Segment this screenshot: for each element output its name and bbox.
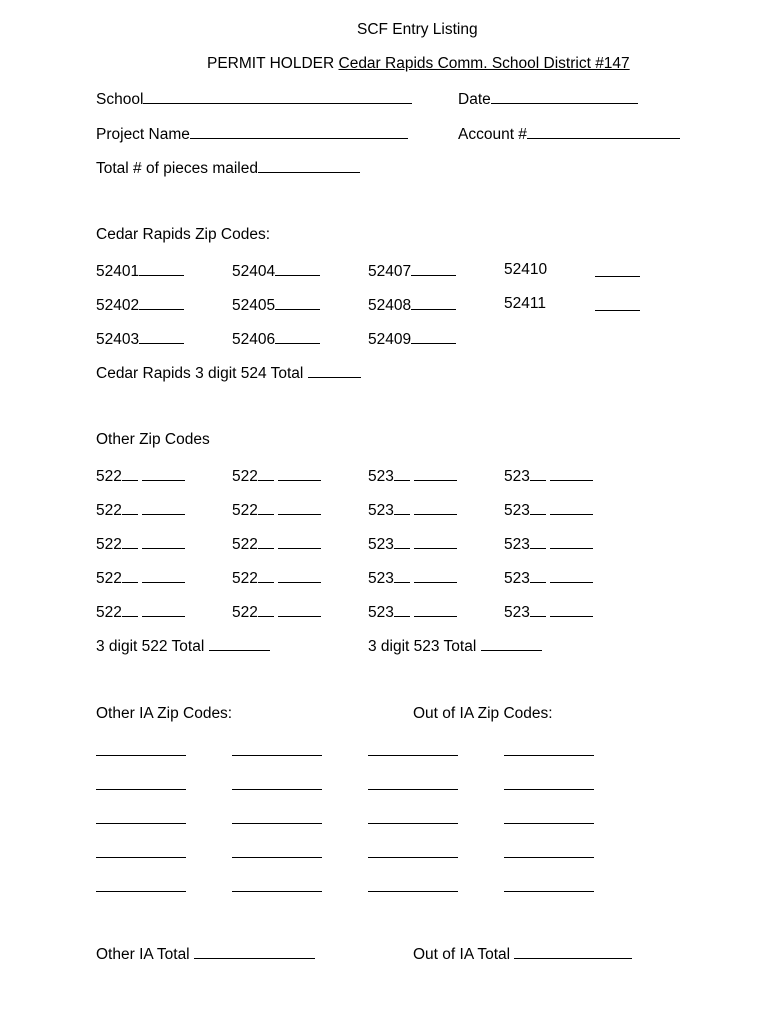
zip-prefix: 522 xyxy=(232,604,258,621)
cedar-rapids-total-label: Cedar Rapids 3 digit 524 Total xyxy=(96,365,304,382)
zip-prefix: 523 xyxy=(368,536,394,553)
zip-count-line[interactable] xyxy=(275,329,320,344)
out-of-ia-entry-line[interactable] xyxy=(504,891,594,892)
zip-label: 52401 xyxy=(96,263,140,280)
other-ia-entry-line[interactable] xyxy=(96,891,186,892)
other-zip-entry[interactable] xyxy=(232,568,321,588)
zip-row-entry[interactable] xyxy=(368,329,456,349)
project-name-label: Project Name xyxy=(96,126,190,143)
zip-suffix-line[interactable] xyxy=(394,500,410,515)
other-zip-entry[interactable] xyxy=(232,602,321,622)
zip-row-entry[interactable] xyxy=(232,261,320,281)
out-of-ia-entry-line[interactable] xyxy=(504,823,594,824)
school-label: School xyxy=(96,91,144,108)
zip-prefix: 523 xyxy=(504,604,530,621)
other-zip-entry[interactable] xyxy=(96,466,185,486)
zip-suffix-line[interactable] xyxy=(394,568,410,583)
other-ia-total[interactable] xyxy=(96,944,315,964)
zip-count-line[interactable] xyxy=(139,261,184,276)
total-522[interactable] xyxy=(96,636,270,656)
total-522-line[interactable] xyxy=(209,636,270,651)
zip-count-line[interactable] xyxy=(411,329,456,344)
zip-suffix-line[interactable] xyxy=(258,500,274,515)
zip-count-line[interactable] xyxy=(142,500,185,515)
other-zip-entry[interactable] xyxy=(232,466,321,486)
other-zip-entry[interactable] xyxy=(368,602,457,622)
zip-prefix: 523 xyxy=(504,468,530,485)
zip-prefix: 523 xyxy=(368,604,394,621)
zip-prefix: 523 xyxy=(504,502,530,519)
account-field[interactable] xyxy=(458,124,680,144)
total-pieces-field[interactable] xyxy=(96,158,360,178)
other-zip-entry[interactable] xyxy=(232,500,321,520)
zip-prefix: 522 xyxy=(232,502,258,519)
other-ia-entry-line[interactable] xyxy=(232,891,322,892)
out-of-ia-total-label: Out of IA Total xyxy=(413,946,511,963)
project-name-field[interactable] xyxy=(96,124,408,144)
page-title: SCF Entry Listing xyxy=(357,21,478,38)
zip-label: 52404 xyxy=(232,263,276,280)
other-ia-entry-line[interactable] xyxy=(96,755,186,756)
out-of-ia-entry-line[interactable] xyxy=(368,755,458,756)
zip-row-entry[interactable] xyxy=(368,295,456,315)
zip-row-entry[interactable] xyxy=(368,261,456,281)
zip-suffix-line[interactable] xyxy=(394,534,410,549)
date-field[interactable] xyxy=(458,89,638,109)
other-ia-entry-line[interactable] xyxy=(232,857,322,858)
zip-label: 52411 xyxy=(504,295,546,312)
out-of-ia-heading: Out of IA Zip Codes: xyxy=(413,705,553,722)
zip-count-line[interactable] xyxy=(550,466,593,481)
account-label: Account # xyxy=(458,126,527,143)
zip-row-entry[interactable] xyxy=(96,261,184,281)
zip-count-line[interactable] xyxy=(414,534,457,549)
total-522-label: 3 digit 522 Total xyxy=(96,638,205,655)
zip-count-line[interactable] xyxy=(278,602,321,617)
zip-count-line[interactable] xyxy=(142,602,185,617)
zip-suffix-line[interactable] xyxy=(122,466,138,481)
other-ia-entry-line[interactable] xyxy=(96,789,186,790)
zip-suffix-line[interactable] xyxy=(122,500,138,515)
other-ia-entry-line[interactable] xyxy=(232,823,322,824)
zip-suffix-line[interactable] xyxy=(122,534,138,549)
other-zip-entry[interactable] xyxy=(96,602,185,622)
zip-count-line[interactable] xyxy=(278,568,321,583)
project-name-line[interactable] xyxy=(190,124,408,139)
out-of-ia-entry-line[interactable] xyxy=(368,823,458,824)
zip-suffix-line[interactable] xyxy=(530,602,546,617)
other-ia-total-label: Other IA Total xyxy=(96,946,190,963)
zip-prefix: 523 xyxy=(504,536,530,553)
out-of-ia-entry-line[interactable] xyxy=(504,857,594,858)
zip-count-line[interactable] xyxy=(550,568,593,583)
total-pieces-label: Total # of pieces mailed xyxy=(96,160,258,177)
zip-row-entry[interactable] xyxy=(96,295,184,315)
out-of-ia-total-line[interactable] xyxy=(514,944,632,959)
zip-suffix-line[interactable] xyxy=(530,534,546,549)
zip-suffix-line[interactable] xyxy=(258,602,274,617)
total-pieces-line[interactable] xyxy=(258,158,360,173)
zip-suffix-line[interactable] xyxy=(258,534,274,549)
other-zip-entry[interactable] xyxy=(368,500,457,520)
zip-count-line[interactable] xyxy=(278,500,321,515)
zip-suffix-line[interactable] xyxy=(122,568,138,583)
other-zip-entry[interactable] xyxy=(504,500,593,520)
permit-holder-value: Cedar Rapids Comm. School District #147 xyxy=(338,55,630,72)
school-line[interactable] xyxy=(143,89,412,104)
zip-suffix-line[interactable] xyxy=(394,602,410,617)
cedar-rapids-total[interactable] xyxy=(96,363,361,383)
other-zip-entry[interactable] xyxy=(96,500,185,520)
zip-prefix: 522 xyxy=(96,502,122,519)
zip-prefix: 523 xyxy=(368,468,394,485)
other-zip-heading: Other Zip Codes xyxy=(96,431,210,448)
zip-prefix: 522 xyxy=(232,570,258,587)
zip-label: 52402 xyxy=(96,297,140,314)
cedar-rapids-heading: Cedar Rapids Zip Codes: xyxy=(96,226,271,243)
zip-prefix: 522 xyxy=(96,536,122,553)
other-ia-entry-line[interactable] xyxy=(96,823,186,824)
zip-prefix: 523 xyxy=(368,502,394,519)
other-zip-entry[interactable] xyxy=(504,568,593,588)
zip-count-line[interactable] xyxy=(278,534,321,549)
zip-prefix: 522 xyxy=(232,536,258,553)
other-zip-entry[interactable] xyxy=(96,568,185,588)
zip-suffix-line[interactable] xyxy=(394,466,410,481)
other-zip-entry[interactable] xyxy=(504,602,593,622)
other-zip-entry[interactable] xyxy=(232,534,321,554)
zip-label: 52406 xyxy=(232,331,276,348)
zip-prefix: 522 xyxy=(232,468,258,485)
out-of-ia-entry-line[interactable] xyxy=(504,755,594,756)
permit-holder xyxy=(207,55,630,73)
zip-suffix-line[interactable] xyxy=(258,568,274,583)
other-zip-entry[interactable] xyxy=(96,534,185,554)
zip-count-line[interactable] xyxy=(275,295,320,310)
zip-row-entry[interactable] xyxy=(96,329,184,349)
zip-count-line[interactable] xyxy=(550,534,593,549)
other-zip-entry[interactable] xyxy=(504,466,593,486)
other-ia-entry-line[interactable] xyxy=(96,857,186,858)
out-of-ia-total[interactable] xyxy=(413,944,632,964)
zip-count-line[interactable] xyxy=(139,329,184,344)
zip-suffix-line[interactable] xyxy=(122,602,138,617)
total-523-line[interactable] xyxy=(481,636,542,651)
zip-prefix: 522 xyxy=(96,468,122,485)
other-zip-entry[interactable] xyxy=(368,534,457,554)
zip-count-line[interactable] xyxy=(278,466,321,481)
zip-count-line[interactable] xyxy=(142,534,185,549)
zip-label: 52410 xyxy=(504,261,548,278)
zip-prefix: 523 xyxy=(368,570,394,587)
date-line[interactable] xyxy=(491,89,638,104)
zip-prefix: 522 xyxy=(96,570,122,587)
zip-suffix-line[interactable] xyxy=(530,500,546,515)
other-ia-entry-line[interactable] xyxy=(232,789,322,790)
zip-label: 52409 xyxy=(368,331,412,348)
permit-holder-label: PERMIT HOLDER xyxy=(207,55,335,72)
zip-count-line[interactable] xyxy=(550,602,593,617)
school-field[interactable] xyxy=(96,89,412,109)
zip-count-line[interactable] xyxy=(414,466,457,481)
zip-count-line[interactable] xyxy=(550,500,593,515)
zip-count-line[interactable] xyxy=(595,276,640,277)
out-of-ia-entry-line[interactable] xyxy=(368,857,458,858)
zip-count-line[interactable] xyxy=(275,261,320,276)
zip-suffix-line[interactable] xyxy=(530,466,546,481)
zip-label: 52405 xyxy=(232,297,276,314)
zip-count-line[interactable] xyxy=(414,568,457,583)
zip-suffix-line[interactable] xyxy=(258,466,274,481)
zip-label: 52403 xyxy=(96,331,140,348)
other-zip-entry[interactable] xyxy=(504,534,593,554)
other-zip-entry[interactable] xyxy=(368,568,457,588)
zip-count-line[interactable] xyxy=(139,295,184,310)
zip-count-line[interactable] xyxy=(414,500,457,515)
zip-prefix: 522 xyxy=(96,604,122,621)
zip-row-entry[interactable] xyxy=(232,295,320,315)
zip-row-entry[interactable] xyxy=(232,329,320,349)
zip-label: 52408 xyxy=(368,297,412,314)
zip-suffix-line[interactable] xyxy=(530,568,546,583)
zip-label: 52407 xyxy=(368,263,412,280)
zip-count-line[interactable] xyxy=(411,295,456,310)
out-of-ia-entry-line[interactable] xyxy=(504,789,594,790)
zip-count-line[interactable] xyxy=(414,602,457,617)
total-523-label: 3 digit 523 Total xyxy=(368,638,477,655)
zip-count-line[interactable] xyxy=(142,568,185,583)
account-line[interactable] xyxy=(527,124,680,139)
out-of-ia-entry-line[interactable] xyxy=(368,891,458,892)
zip-prefix: 523 xyxy=(504,570,530,587)
total-523[interactable] xyxy=(368,636,542,656)
other-ia-heading: Other IA Zip Codes: xyxy=(96,705,233,722)
other-ia-entry-line[interactable] xyxy=(232,755,322,756)
zip-count-line[interactable] xyxy=(595,310,640,311)
out-of-ia-entry-line[interactable] xyxy=(368,789,458,790)
zip-count-line[interactable] xyxy=(411,261,456,276)
cedar-rapids-total-line[interactable] xyxy=(308,363,361,378)
date-label: Date xyxy=(458,91,491,108)
zip-count-line[interactable] xyxy=(142,466,185,481)
other-ia-total-line[interactable] xyxy=(194,944,315,959)
other-zip-entry[interactable] xyxy=(368,466,457,486)
